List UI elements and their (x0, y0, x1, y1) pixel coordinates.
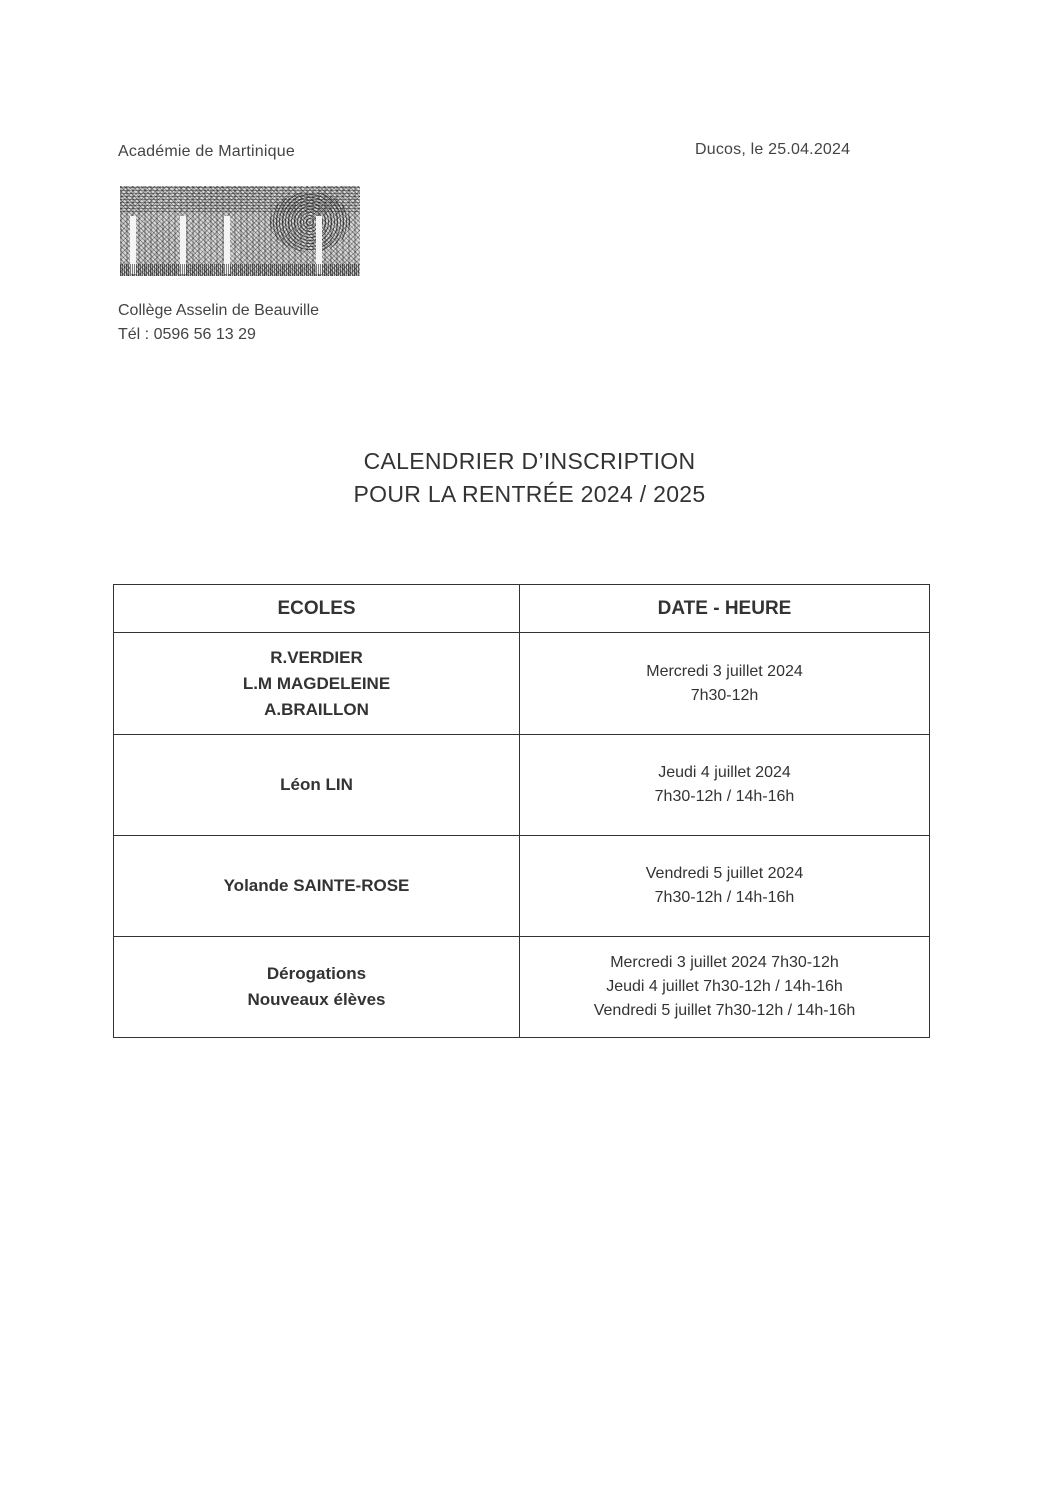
table-row (114, 836, 930, 937)
time-entry: 7h30-12h / 14h-16h (654, 889, 795, 906)
table-row (114, 937, 930, 1038)
column-header-date-heure: DATE - HEURE (520, 585, 930, 633)
title-line-2: POUR LA RENTRÉE 2024 / 2025 (353, 481, 706, 507)
photo-tree (270, 192, 350, 252)
date-heure-cell (520, 836, 930, 937)
schedule-table (113, 584, 930, 1038)
ecoles-cell (114, 937, 520, 1038)
time-entry: 7h30-12h (690, 686, 759, 704)
school-entry: Yolande SAINTE-ROSE (223, 876, 410, 895)
place-date: Ducos, le 25.04.2024 (695, 141, 851, 158)
school-entry: R.VERDIER (270, 647, 363, 667)
title-line-1: CALENDRIER D’INSCRIPTION (363, 448, 696, 474)
table-row (114, 735, 930, 836)
date-entry: Mercredi 3 juillet 2024 (646, 662, 803, 680)
date-entry: Mercredi 3 juillet 2024 7h30-12h (610, 954, 839, 971)
school-photo (120, 186, 360, 276)
ecoles-cell (114, 633, 520, 735)
school-entry: A.BRAILLON (264, 699, 369, 719)
date-entry: Vendredi 5 juillet 7h30-12h / 14h-16h (593, 1002, 856, 1019)
school-entry: L.M MAGDELEINE (242, 673, 391, 693)
date-heure-cell (520, 735, 930, 836)
time-entry: 7h30-12h / 14h-16h (654, 788, 795, 805)
ecoles-cell (114, 836, 520, 937)
date-entry: Jeudi 4 juillet 2024 (658, 764, 791, 781)
date-heure-cell (520, 937, 930, 1038)
column-header-ecoles: ECOLES (114, 585, 520, 633)
academy-name: Académie de Martinique (118, 143, 295, 160)
school-entry: Léon LIN (280, 775, 353, 794)
table-row (114, 633, 930, 735)
date-entry: Jeudi 4 juillet 7h30-12h / 14h-16h (606, 978, 843, 995)
ecoles-cell (114, 735, 520, 836)
school-phone: Tél : 0596 56 13 29 (118, 326, 256, 343)
school-entry: Nouveaux élèves (247, 990, 386, 1009)
table-header-row (114, 585, 930, 633)
document-title (0, 445, 1059, 511)
school-entry: Dérogations (266, 964, 367, 983)
photo-ground (120, 264, 360, 276)
date-heure-cell (520, 633, 930, 735)
date-entry: Vendredi 5 juillet 2024 (645, 865, 804, 882)
school-name: Collège Asselin de Beauville (118, 302, 320, 319)
